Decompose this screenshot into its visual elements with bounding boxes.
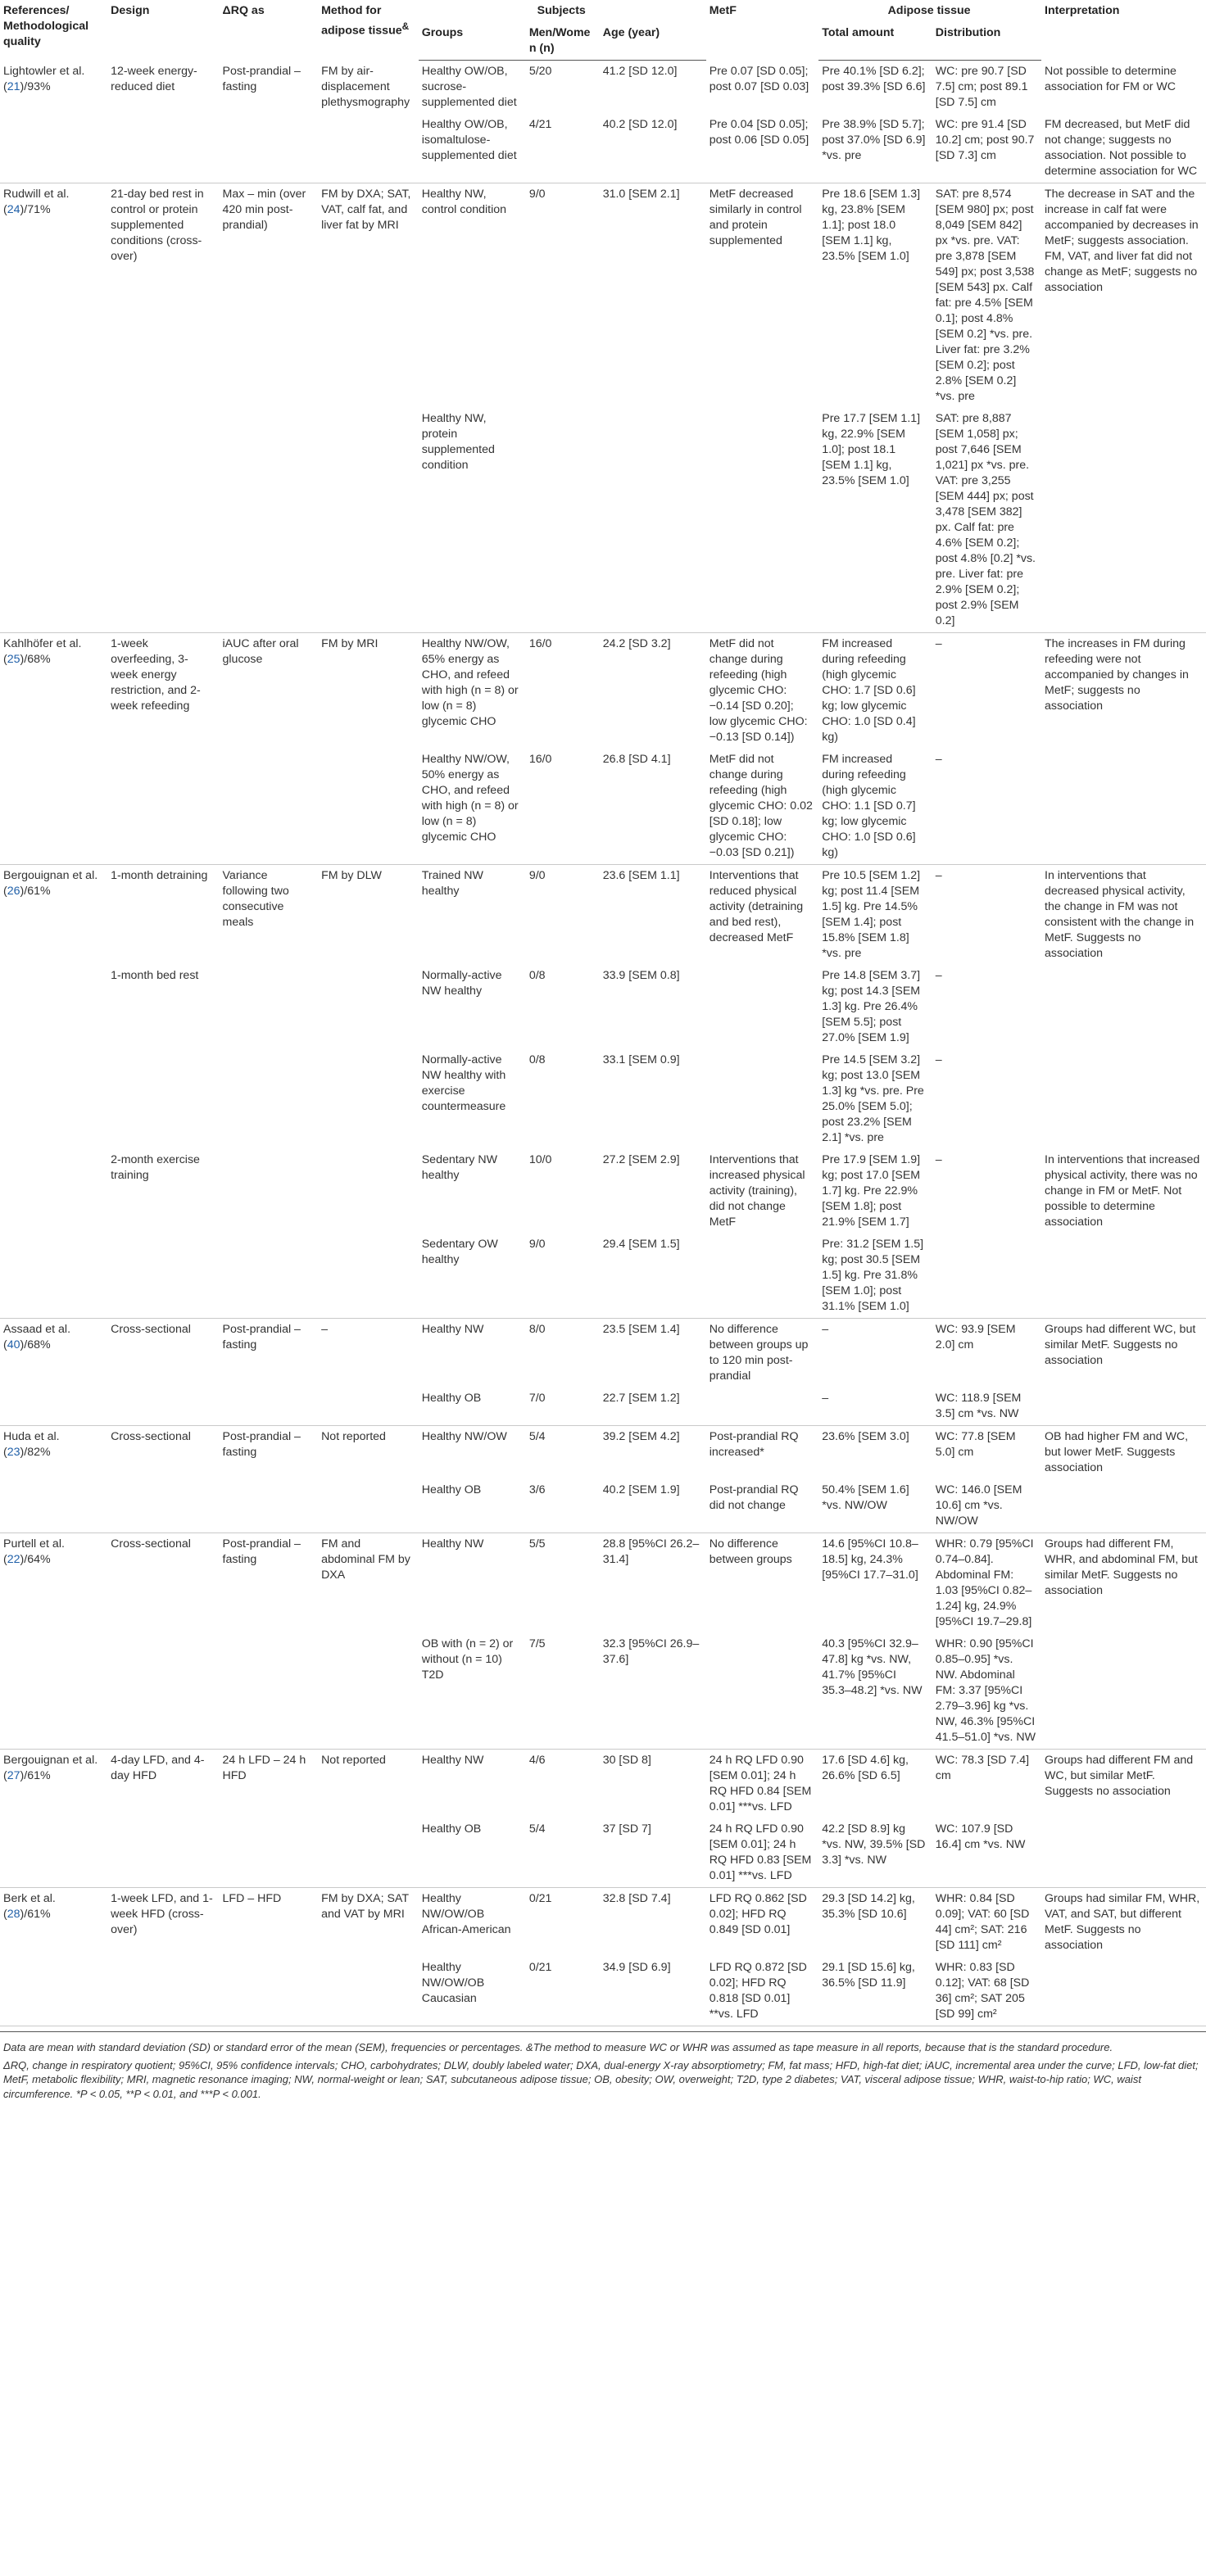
cell-total: – (818, 1388, 932, 1426)
reference-link[interactable]: 21 (7, 79, 20, 93)
cell-method (318, 1149, 419, 1234)
table-row (0, 633, 1206, 749)
cell-method (318, 965, 419, 1049)
cell-design (107, 408, 219, 633)
cell-reference (0, 114, 107, 183)
cell-age: 33.1 [SEM 0.9] (602, 1053, 680, 1066)
cell-mw: 5/4 (528, 1430, 546, 1443)
cell-total: 42.2 [SD 8.9] kg *vs. NW, 39.5% [SD 3.3] *vs. NW (818, 1818, 932, 1888)
cell-method: Not reported (321, 1754, 386, 1767)
reference-link[interactable]: 24 (7, 203, 20, 216)
cell-age: 24.2 [SD 3.2] (602, 637, 671, 650)
cell-drq (220, 1149, 319, 1234)
cell-drq: 24 h LFD – 24 h HFD (222, 1754, 306, 1782)
cell-group: Healthy NW, protein supplemented condition (419, 408, 526, 633)
cell-age: 26.8 [SD 4.1] (600, 749, 706, 865)
cell-design: Cross-sectional (111, 1323, 191, 1336)
cell-metf: No difference between groups up to 120 min post-prandial (709, 1323, 809, 1383)
cell-mw: 0/21 (528, 1892, 552, 1905)
cell-total: Pre 10.5 [SEM 1.2] kg; post 11.4 [SEM 1.5] kg. Pre 14.5% [SEM 1.4]; post 15.8% [SEM 1.8] *vs. pre (822, 869, 921, 960)
cell-age: 31.0 [SEM 2.1] (602, 188, 680, 201)
cell-mw: 0/21 (526, 1957, 600, 2026)
reference-author: Bergouignan et al. (3, 1754, 98, 1767)
table-row (0, 1750, 1206, 1819)
cell-mw: 5/5 (528, 1537, 546, 1551)
cell-drq (220, 1479, 319, 1533)
cell-design (107, 1633, 219, 1750)
col-references: References/ Methodological quality (3, 4, 89, 48)
cell-design: 1-week LFD, and 1-week HFD (cross-over) (111, 1892, 213, 1936)
cell-mw: 3/6 (526, 1479, 600, 1533)
cell-mw: 16/0 (526, 749, 600, 865)
cell-group: Sedentary NW healthy (421, 1153, 497, 1182)
cell-design: 1-month detraining (111, 869, 208, 882)
cell-group: Healthy OB (419, 1818, 526, 1888)
cell-interp: Groups had different FM, WHR, and abdominal FM, but similar MetF. Suggests no association (1045, 1537, 1198, 1597)
cell-reference: Lightowler et al. (21)/93% (3, 64, 85, 93)
col-interpretation: Interpretation (1045, 4, 1120, 17)
cell-dist: WC: 78.3 [SD 7.4] cm (935, 1754, 1030, 1782)
cell-metf (706, 1049, 818, 1149)
cell-interp: The decrease in SAT and the increase in calf fat were accompanied by decreases in MetF; suggests association. FM, VAT, and liver fat did not change as MetF; suggests no association (1045, 188, 1199, 294)
table-row (0, 1426, 1206, 1480)
quality-score: /82% (24, 1446, 51, 1459)
cell-age: 40.2 [SEM 1.9] (600, 1479, 706, 1533)
cell-total: FM increased during refeeding (high glycemic CHO: 1.1 [SD 0.7] kg; low glycemic CHO: 1.0 [SD 0.6] kg) (818, 749, 932, 865)
cell-method (318, 1957, 419, 2026)
reference-author: Bergouignan et al. (3, 869, 98, 882)
cell-reference (0, 1479, 107, 1533)
cell-reference: Assaad et al. (40)/68% (3, 1323, 71, 1351)
cell-total: Pre 17.9 [SEM 1.9] kg; post 17.0 [SEM 1.7] kg. Pre 22.9% [SEM 1.8]; post 21.9% [SEM 1.7] (822, 1153, 921, 1229)
cell-mw: 0/8 (528, 1053, 546, 1066)
cell-group: Healthy NW (421, 1754, 484, 1767)
cell-mw: 9/0 (528, 869, 546, 882)
col-adipose: Adipose tissue (887, 4, 971, 17)
reference-link[interactable]: 25 (7, 653, 20, 666)
col-total: Total amount (818, 22, 932, 61)
cell-design (107, 1388, 219, 1426)
cell-drq (220, 1633, 319, 1750)
footnote-1: Data are mean with standard deviation (SD) or standard error of the mean (SEM), frequencies or percentages. &The method to measure WC or WHR was assumed as tape measure in all reports, because that is the standard procedure. (3, 2041, 1113, 2053)
reference-link[interactable]: 28 (7, 1908, 20, 1921)
table-row (0, 1957, 1206, 2026)
cell-method (318, 1818, 419, 1888)
cell-interp (1041, 1818, 1206, 1888)
cell-mw: 7/5 (526, 1633, 600, 1750)
quality-score: /71% (24, 203, 51, 216)
cell-age: 37 [SD 7] (600, 1818, 706, 1888)
cell-age: 32.8 [SD 7.4] (602, 1892, 671, 1905)
cell-metf: MetF did not change during refeeding (high glycemic CHO: −0.14 [SD 0.20]; low glycemic CHO: −0.13 [SD 0.14]) (709, 637, 808, 744)
cell-interp (1041, 1234, 1206, 1319)
table-row (0, 114, 1206, 183)
cell-method (318, 1234, 419, 1319)
cell-drq (220, 1234, 319, 1319)
cell-age: 39.2 [SEM 4.2] (602, 1430, 680, 1443)
cell-reference (0, 408, 107, 633)
col-groups: Groups (419, 22, 526, 61)
cell-total: 29.3 [SD 14.2] kg, 35.3% [SD 10.6] (822, 1892, 915, 1921)
cell-dist: – (935, 969, 942, 982)
cell-drq (220, 749, 319, 865)
cell-method (318, 1049, 419, 1149)
cell-design (107, 1957, 219, 2026)
cell-group: Healthy NW, control condition (421, 188, 507, 216)
cell-drq: Post-prandial – fasting (222, 1430, 301, 1459)
table-row (0, 965, 1206, 1049)
reference-link[interactable]: 26 (7, 885, 20, 898)
cell-age: 23.5 [SEM 1.4] (602, 1323, 680, 1336)
cell-metf (706, 1388, 818, 1426)
cell-design: 4-day LFD, and 4-day HFD (111, 1754, 205, 1782)
cell-drq (220, 1049, 319, 1149)
cell-dist: WC: pre 91.4 [SD 10.2] cm; post 90.7 [SD 7.3] cm (932, 114, 1041, 183)
cell-design: Cross-sectional (111, 1537, 191, 1551)
cell-drq: Post-prandial – fasting (222, 1323, 301, 1351)
cell-reference (0, 965, 107, 1049)
table-row (0, 1479, 1206, 1533)
table-row (0, 1818, 1206, 1888)
cell-total: 29.1 [SD 15.6] kg, 36.5% [SD 11.9] (818, 1957, 932, 2026)
cell-total: 17.6 [SD 4.6] kg, 26.6% [SD 6.5] (822, 1754, 909, 1782)
quality-score: /68% (24, 1338, 51, 1351)
cell-dist: WHR: 0.83 [SD 0.12]; VAT: 68 [SD 36] cm²; SAT 205 [SD 99] cm² (932, 1957, 1041, 2026)
cell-metf: 24 h RQ LFD 0.90 [SEM 0.01]; 24 h RQ HFD 0.83 [SEM 0.01] ***vs. LFD (706, 1818, 818, 1888)
cell-age: 33.9 [SEM 0.8] (602, 969, 680, 982)
reference-link[interactable]: 23 (7, 1446, 20, 1459)
cell-group: Healthy OW/OB, isomaltulose-supplemented diet (419, 114, 526, 183)
cell-age: 41.2 [SD 12.0] (602, 65, 678, 78)
cell-method (318, 1633, 419, 1750)
cell-interp: The increases in FM during refeeding were not accompanied by changes in MetF; suggests no association (1045, 637, 1189, 713)
cell-metf: Interventions that increased physical activity (training), did not change MetF (709, 1153, 805, 1229)
cell-group: Trained NW healthy (421, 869, 483, 898)
table-row (0, 1533, 1206, 1634)
cell-method: FM and abdominal FM by DXA (321, 1537, 410, 1582)
cell-age: 23.6 [SEM 1.1] (602, 869, 680, 882)
reference-author: Lightowler et al. (3, 64, 85, 78)
cell-interp: Not possible to determine association for FM or WC (1045, 64, 1177, 93)
cell-reference (0, 1957, 107, 2026)
footnote-2: ΔRQ, change in respiratory quotient; 95%CI, 95% confidence intervals; CHO, carbohydrates; DLW, doubly labeled water; DXA, dual-energy X-ray absorptiometry; FM, fat mass; HFD, high-fat diet; iAUC, incremental area under the curve; LFD, low-fat diet; MetF, metabolic flexibility; MRI, magnetic resonance imaging; NW, normal-weight or lean; SAT, subcutaneous adipose tissue; OB, obesity; OW, overweight; T2D, type 2 diabetes; VAT, visceral adipose tissue; WHR, waist-to-hip ratio; WC, waist circumference. *P < 0.05, **P < 0.01, and ***P < 0.001. (3, 2058, 1199, 2100)
table-header (0, 0, 1206, 61)
cell-age: 34.9 [SD 6.9] (600, 1957, 706, 2026)
cell-dist: WC: 118.9 [SEM 3.5] cm *vs. NW (932, 1388, 1041, 1426)
cell-drq: Variance following two consecutive meals (222, 869, 289, 929)
cell-interp: FM decreased, but MetF did not change; suggests no association. Not possible to determine association for WC (1041, 114, 1206, 183)
cell-method: Not reported (321, 1430, 386, 1443)
cell-dist: WC: pre 90.7 [SD 7.5] cm; post 89.1 [SD 7.5] cm (935, 65, 1028, 109)
cell-total: Pre: 31.2 [SEM 1.5] kg; post 30.5 [SEM 1.5] kg. Pre 31.8% [SEM 1.0]; post 31.1% [SEM 1.0] (818, 1234, 932, 1319)
cell-dist: – (935, 637, 942, 650)
cell-interp (1041, 1633, 1206, 1750)
reference-link[interactable]: 22 (7, 1553, 20, 1566)
cell-design: 21-day bed rest in control or protein supplemented conditions (cross-over) (111, 188, 204, 263)
reference-author: Kahlhöfer et al. (3, 637, 82, 650)
cell-metf: Post-prandial RQ did not change (706, 1479, 818, 1533)
cell-dist: – (935, 869, 942, 882)
cell-metf: Pre 0.07 [SD 0.05]; post 0.07 [SD 0.03] (709, 64, 809, 93)
cell-total: 40.3 [95%CI 32.9–47.8] kg *vs. NW, 41.7% [95%CI 35.3–48.2] *vs. NW (818, 1633, 932, 1750)
col-method: Method for adipose tissue& (321, 4, 410, 38)
cell-design (107, 1234, 219, 1319)
cell-drq (220, 1818, 319, 1888)
col-distribution: Distribution (932, 22, 1041, 61)
cell-interp (1041, 1957, 1206, 2026)
cell-method: FM by DXA; SAT, VAT, calf fat, and liver fat by MRI (321, 188, 411, 232)
cell-interp: OB had higher FM and WC, but lower MetF. Suggests association (1045, 1430, 1189, 1474)
cell-method: FM by DLW (321, 869, 382, 882)
cell-mw: 4/6 (528, 1754, 546, 1767)
cell-drq (220, 114, 319, 183)
cell-group: Sedentary OW healthy (419, 1234, 526, 1319)
reference-link[interactable]: 27 (7, 1769, 20, 1782)
cell-method (318, 1388, 419, 1426)
table-row (0, 1388, 1206, 1426)
cell-group: Healthy OB (419, 1479, 526, 1533)
cell-total: Pre 18.6 [SEM 1.3] kg, 23.8% [SEM 1.1]; post 18.0 [SEM 1.1] kg, 23.5% [SEM 1.0] (822, 188, 921, 263)
cell-design (107, 1818, 219, 1888)
cell-interp (1041, 1388, 1206, 1426)
cell-group: Healthy NW/OW (421, 1430, 507, 1443)
method-footnote-marker: & (401, 20, 410, 32)
table-row (0, 408, 1206, 633)
cell-total: – (822, 1323, 829, 1336)
reference-author: Rudwill et al. (3, 188, 70, 201)
table-row (0, 1149, 1206, 1234)
cell-group: Normally-active NW healthy (421, 969, 502, 998)
cell-interp (1041, 965, 1206, 1049)
quality-score: /64% (24, 1553, 51, 1566)
cell-interp: Groups had similar FM, WHR, VAT, and SAT, but different MetF. Suggests no association (1045, 1892, 1200, 1952)
cell-method (318, 1479, 419, 1533)
cell-metf: No difference between groups (709, 1537, 792, 1566)
quality-score: /61% (24, 1769, 51, 1782)
cell-dist: WHR: 0.90 [95%CI 0.85–0.95] *vs. NW. Abdominal FM: 3.37 [95%CI 2.79–3.96] kg *vs. NW, 46.3% [95%CI 41.5–51.0] *vs. NW (932, 1633, 1041, 1750)
cell-metf: 24 h RQ LFD 0.90 [SEM 0.01]; 24 h RQ HFD 0.84 [SEM 0.01] ***vs. LFD (709, 1754, 812, 1813)
cell-reference (0, 1049, 107, 1149)
quality-score: /61% (24, 885, 51, 898)
table-body (0, 61, 1206, 2026)
cell-age: 22.7 [SEM 1.2] (600, 1388, 706, 1426)
cell-dist: – (935, 1153, 942, 1166)
cell-method: FM by DXA; SAT and VAT by MRI (321, 1892, 409, 1921)
cell-age: 30 [SD 8] (602, 1754, 651, 1767)
cell-metf: Interventions that reduced physical activity (detraining and bed rest), decreased MetF (709, 869, 804, 944)
table-row (0, 183, 1206, 409)
cell-metf (706, 1633, 818, 1750)
cell-mw: 0/8 (528, 969, 546, 982)
cell-design (107, 1049, 219, 1149)
table-row (0, 1888, 1206, 1958)
reference-author: Assaad et al. (3, 1323, 71, 1336)
cell-mw: 9/0 (528, 188, 546, 201)
cell-dist: SAT: pre 8,887 [SEM 1,058] px; post 7,646 [SEM 1,021] px *vs. pre. VAT: pre 3,255 [SEM 444] px; post 3,478 [SEM 382] px. Calf fat: pre 4.6% [SEM 0.2]; post 4.8% [0.2] *vs. pre. Liver fat: pre 2.9% [SEM 0.2]; post 2.9% [SEM 0.2] (932, 408, 1041, 633)
cell-metf: LFD RQ 0.872 [SD 0.02]; HFD RQ 0.818 [SD 0.01] **vs. LFD (706, 1957, 818, 2026)
cell-design (107, 749, 219, 865)
cell-group: OB with (n = 2) or without (n = 10) T2D (419, 1633, 526, 1750)
table-row (0, 1633, 1206, 1750)
cell-reference (0, 1149, 107, 1234)
reference-author: Purtell et al. (3, 1537, 65, 1551)
cell-drq (220, 1388, 319, 1426)
cell-drq: Post-prandial – fasting (222, 1537, 301, 1566)
cell-reference: Huda et al. (23)/82% (3, 1430, 60, 1459)
cell-drq: Post-prandial – fasting (222, 64, 301, 93)
cell-interp: In interventions that decreased physical activity, the change in FM was not consistent with the change in MetF. Suggests no association (1045, 869, 1195, 960)
cell-group: Healthy NW (421, 1537, 484, 1551)
cell-age (600, 408, 706, 633)
cell-age: 40.2 [SD 12.0] (600, 114, 706, 183)
cell-total: Pre 17.7 [SEM 1.1] kg, 22.9% [SEM 1.0]; post 18.1 [SEM 1.1] kg, 23.5% [SEM 1.0] (818, 408, 932, 633)
cell-method: FM by MRI (321, 637, 379, 650)
cell-method (318, 408, 419, 633)
quality-score: /93% (24, 79, 51, 93)
cell-mw: 5/20 (528, 65, 552, 78)
col-subjects: Subjects (537, 4, 586, 17)
cell-age: 27.2 [SEM 2.9] (602, 1153, 680, 1166)
cell-metf: LFD RQ 0.862 [SD 0.02]; HFD RQ 0.849 [SD 0.01] (709, 1892, 807, 1936)
cell-interp: In interventions that increased physical activity, there was no change in FM or MetF. Not possible to determine association (1045, 1153, 1200, 1229)
quality-score: /61% (24, 1908, 51, 1921)
cell-interp (1041, 749, 1206, 865)
cell-metf: MetF did not change during refeeding (high glycemic CHO: 0.02 [SD 0.18]; low glycemic CHO: −0.03 [SD 0.21]) (706, 749, 818, 865)
col-age: Age (year) (600, 22, 706, 61)
table-row (0, 1234, 1206, 1319)
cell-total: FM increased during refeeding (high glycemic CHO: 1.7 [SD 0.6] kg; low glycemic CHO: 1.0 [SD 0.4] kg) (822, 637, 916, 744)
cell-total: 23.6% [SEM 3.0] (822, 1430, 909, 1443)
cell-reference: Purtell et al. (22)/64% (3, 1537, 65, 1566)
cell-total: 14.6 [95%CI 10.8–18.5] kg, 24.3% [95%CI 17.7–31.0] (822, 1537, 918, 1582)
cell-design (107, 1479, 219, 1533)
cell-mw: 9/0 (526, 1234, 600, 1319)
cell-dist: WC: 77.8 [SEM 5.0] cm (935, 1430, 1016, 1459)
cell-design: 2-month exercise training (111, 1153, 200, 1182)
col-metf: MetF (709, 4, 737, 17)
cell-metf: MetF decreased similarly in control and protein supplemented (709, 188, 802, 247)
reference-link[interactable]: 40 (7, 1338, 20, 1351)
quality-score: /68% (24, 653, 51, 666)
cell-drq: iAUC after oral glucose (222, 637, 299, 666)
cell-reference: Bergouignan et al. (26)/61% (3, 869, 98, 898)
cell-mw: 8/0 (528, 1323, 546, 1336)
cell-total: Pre 14.8 [SEM 3.7] kg; post 14.3 [SEM 1.3] kg. Pre 26.4% [SEM 5.5]; post 27.0% [SEM 1.9] (822, 969, 921, 1044)
cell-dist: WC: 107.9 [SD 16.4] cm *vs. NW (932, 1818, 1041, 1888)
cell-reference: Berk et al. (28)/61% (3, 1892, 56, 1921)
cell-design: 1-month bed rest (111, 969, 199, 982)
cell-method (318, 114, 419, 183)
cell-method (318, 749, 419, 865)
cell-reference (0, 1818, 107, 1888)
cell-interp (1041, 1049, 1206, 1149)
cell-reference: Kahlhöfer et al. (25)/68% (3, 637, 82, 666)
cell-dist: WHR: 0.84 [SD 0.09]; VAT: 60 [SD 44] cm²; SAT: 216 [SD 111] cm² (935, 1892, 1030, 1952)
cell-method: – (321, 1323, 328, 1336)
cell-total: Pre 40.1% [SD 6.2]; post 39.3% [SD 6.6] (822, 65, 926, 93)
cell-mw: 16/0 (528, 637, 552, 650)
cell-group: Healthy NW/OW/OB Caucasian (419, 1957, 526, 2026)
cell-metf (706, 965, 818, 1049)
cell-dist: – (932, 749, 1041, 865)
cell-group: Healthy NW/OW, 65% energy as CHO, and refeed with high (n = 8) or low (n = 8) glycemic CHO (421, 637, 519, 728)
cell-design: 1-week overfeeding, 3-week energy restriction, and 2-week refeeding (111, 637, 201, 713)
cell-dist: SAT: pre 8,574 [SEM 980] px; post 8,049 [SEM 842] px *vs. pre. VAT: pre 3,878 [SEM 549] px; post 3,538 [SEM 543] px. Calf fat: pre 4.5% [SEM 0.1]; post 4.8% [SEM 0.2] *vs. pre. Liver fat: pre 3.2% [SEM 0.2]; post 2.8% [SEM 0.2] *vs. pre (935, 188, 1035, 403)
cell-metf: Post-prandial RQ increased* (709, 1430, 799, 1459)
cell-design (107, 114, 219, 183)
cell-age: 29.4 [SEM 1.5] (600, 1234, 706, 1319)
cell-reference (0, 749, 107, 865)
reference-author: Huda et al. (3, 1430, 60, 1443)
cell-mw: 5/4 (526, 1818, 600, 1888)
cell-drq: Max – min (over 420 min post-prandial) (222, 188, 306, 232)
cell-dist: – (935, 1053, 942, 1066)
cell-design: 12-week energy-reduced diet (111, 64, 197, 93)
col-menwomen: Men/Women (n) (526, 22, 600, 61)
cell-mw: 4/21 (526, 114, 600, 183)
table-row (0, 1049, 1206, 1149)
cell-drq (220, 965, 319, 1049)
cell-drq (220, 1957, 319, 2026)
cell-total: 50.4% [SEM 1.6] *vs. NW/OW (818, 1479, 932, 1533)
cell-method: FM by air-displacement plethysmography (321, 64, 410, 109)
cell-age: 28.8 [95%CI 26.2–31.4] (602, 1537, 700, 1566)
cell-dist (932, 1234, 1041, 1319)
cell-dist: WC: 146.0 [SEM 10.6] cm *vs. NW/OW (932, 1479, 1041, 1533)
table-footnotes (0, 2031, 1206, 2101)
cell-drq (220, 408, 319, 633)
col-design: Design (111, 4, 150, 17)
cell-drq: LFD – HFD (222, 1892, 282, 1905)
col-drq: ΔRQ as (222, 4, 265, 17)
cell-dist: WC: 93.9 [SEM 2.0] cm (935, 1323, 1016, 1351)
cell-interp (1041, 408, 1206, 633)
cell-interp (1041, 1479, 1206, 1533)
cell-reference (0, 1234, 107, 1319)
table-row (0, 865, 1206, 966)
cell-dist: WHR: 0.79 [95%CI 0.74–0.84]. Abdominal FM: 1.03 [95%CI 0.82–1.24] kg, 24.9% [95%CI 19.7–29.8] (935, 1537, 1034, 1628)
cell-design: Cross-sectional (111, 1430, 191, 1443)
cell-group: Healthy OB (419, 1388, 526, 1426)
cell-group: Normally-active NW healthy with exercise countermeasure (421, 1053, 506, 1113)
cell-mw: 7/0 (526, 1388, 600, 1426)
cell-interp: Groups had different FM and WC, but similar MetF. Suggests no association (1045, 1754, 1194, 1798)
table-row (0, 1319, 1206, 1388)
table-row (0, 61, 1206, 115)
cell-metf (706, 408, 818, 633)
cell-interp: Groups had different WC, but similar MetF. Suggests no association (1045, 1323, 1196, 1367)
table-row (0, 749, 1206, 865)
cell-total: Pre 14.5 [SEM 3.2] kg; post 13.0 [SEM 1.3] kg *vs. pre. Pre 25.0% [SEM 5.0]; post 23.2% [SEM 2.1] *vs. pre (822, 1053, 924, 1144)
cell-group: Healthy NW/OW/OB African-American (421, 1892, 511, 1936)
cell-mw: 10/0 (528, 1153, 552, 1166)
cell-reference (0, 1388, 107, 1426)
cell-reference (0, 1633, 107, 1750)
reference-author: Berk et al. (3, 1892, 56, 1905)
cell-group: Healthy NW (421, 1323, 484, 1336)
cell-mw (526, 408, 600, 633)
cell-total: Pre 38.9% [SD 5.7]; post 37.0% [SD 6.9] *vs. pre (818, 114, 932, 183)
cell-group: Healthy NW/OW, 50% energy as CHO, and refeed with high (n = 8) or low (n = 8) glycemic CHO (419, 749, 526, 865)
cell-reference: Rudwill et al. (24)/71% (3, 188, 70, 216)
cell-metf: Pre 0.04 [SD 0.05]; post 0.06 [SD 0.05] (706, 114, 818, 183)
cell-group: Healthy OW/OB, sucrose-supplemented diet (421, 65, 517, 109)
cell-reference: Bergouignan et al. (27)/61% (3, 1754, 98, 1782)
cell-age: 32.3 [95%CI 26.9–37.6] (600, 1633, 706, 1750)
cell-metf (706, 1234, 818, 1319)
